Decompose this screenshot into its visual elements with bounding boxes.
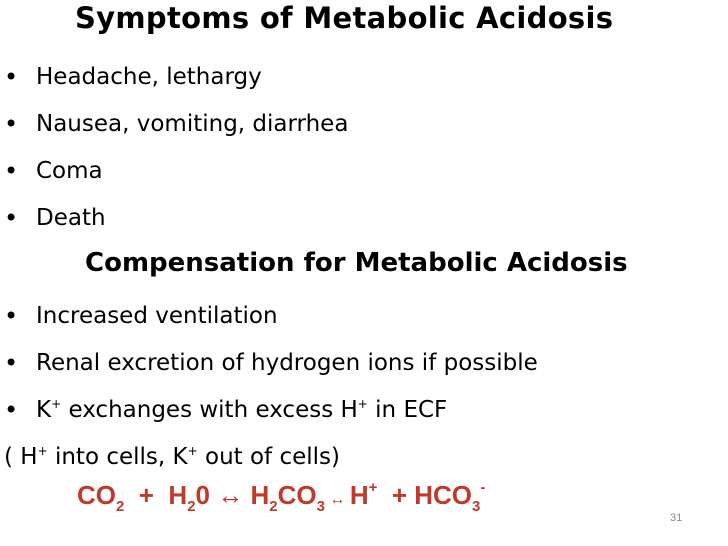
plus-sign: +: [124, 480, 169, 510]
subscript-2: 2: [187, 498, 196, 515]
h2co3: H: [250, 480, 270, 510]
potassium-charge: +: [187, 444, 198, 458]
exchange-text: exchanges with excess: [61, 397, 341, 423]
hydrogen: H: [340, 397, 358, 423]
h2o-o: 0: [195, 480, 211, 510]
note-open: (: [4, 444, 21, 470]
list-item: • Renal excretion of hydrogen ions if possible: [0, 340, 538, 387]
exchange-end: in ECF: [367, 397, 448, 423]
co2: CO: [77, 480, 116, 510]
slide-title: Symptoms of Metabolic Acidosis: [75, 1, 614, 35]
compensation-title: Compensation for Metabolic Acidosis: [85, 248, 628, 278]
note-end: out of cells): [197, 444, 340, 470]
h2o: H: [168, 480, 188, 510]
symptoms-list: [0, 54, 348, 242]
list-item: • Coma: [0, 148, 348, 195]
potassium: K: [172, 444, 188, 470]
subscript-3: 3: [472, 498, 481, 515]
list-item: • Headache, lethargy: [0, 54, 348, 101]
equation: [77, 479, 486, 515]
hydrogen-ion: H: [349, 480, 369, 510]
double-arrow-icon: ↔: [324, 491, 350, 508]
hydrogen-charge: +: [368, 479, 378, 496]
exchange-item: [0, 387, 538, 434]
subscript-2: 2: [116, 498, 125, 515]
potassium: K: [36, 397, 52, 423]
double-arrow-icon: ↔: [210, 480, 251, 510]
list-item: • Increased ventilation: [0, 293, 538, 340]
list-item: • Nausea, vomiting, diarrhea: [0, 101, 348, 148]
hydrogen: H: [20, 444, 38, 470]
bicarbonate: HCO: [414, 480, 473, 510]
bicarbonate-charge: -: [480, 479, 486, 496]
hydrogen-charge: +: [37, 444, 48, 458]
subscript-3: 3: [316, 498, 325, 515]
page-number: 31: [670, 512, 683, 524]
compensation-list: [0, 293, 538, 434]
hydrogen-charge: +: [357, 397, 368, 411]
subscript-2: 2: [269, 498, 278, 515]
list-item: • Death: [0, 195, 348, 242]
cells-note: [4, 434, 340, 481]
note-text: into cells,: [47, 444, 173, 470]
plus-sign: +: [377, 480, 415, 510]
h2co3-co: CO: [277, 480, 317, 510]
potassium-charge: +: [51, 397, 62, 411]
